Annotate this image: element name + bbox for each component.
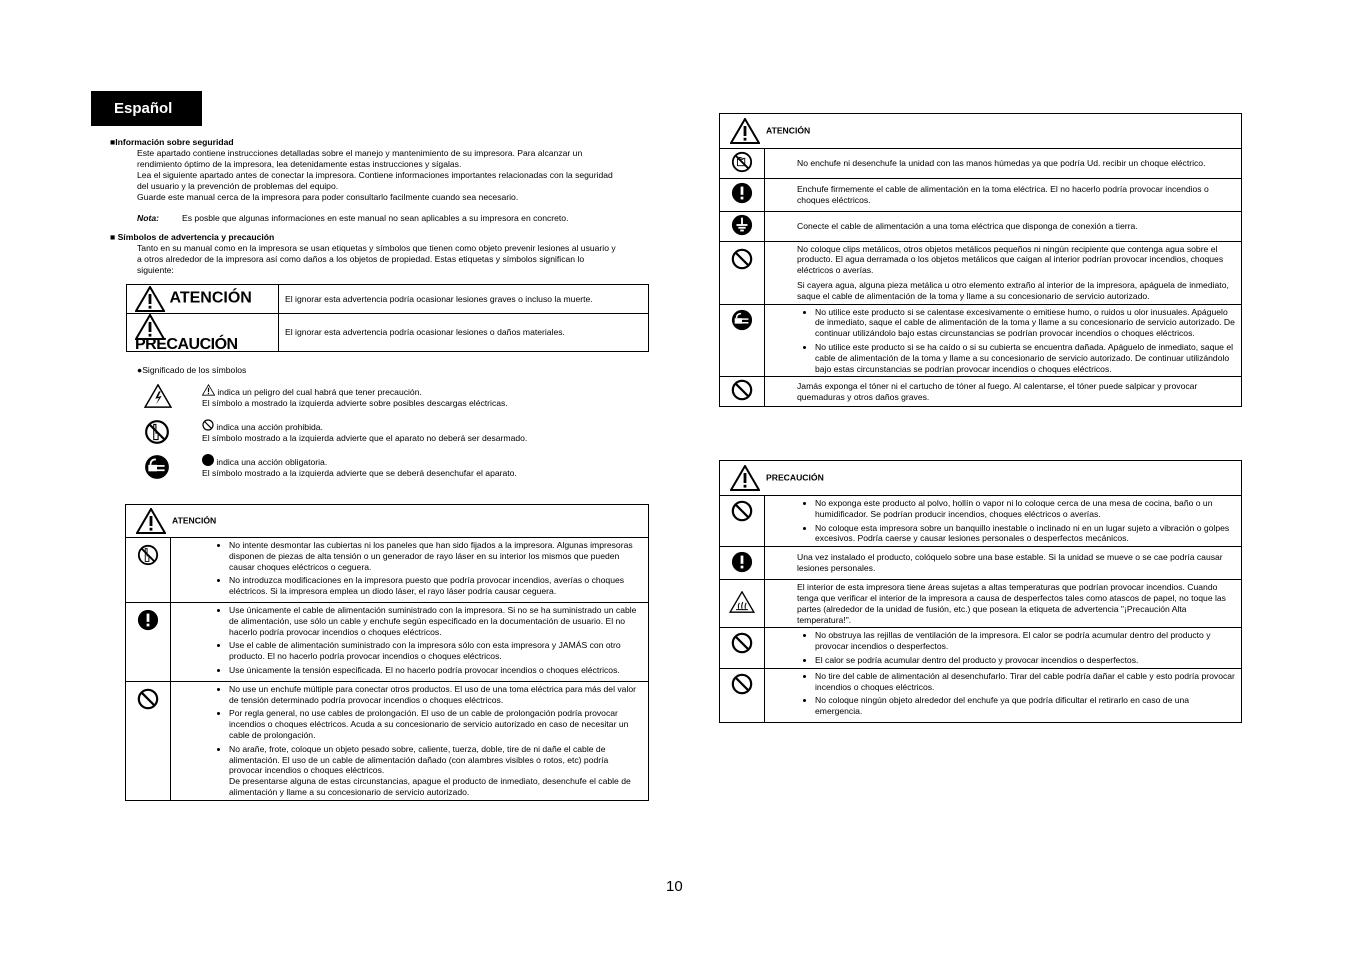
row-text <box>765 496 1242 547</box>
row-icon-cell <box>720 304 765 377</box>
bullet-list <box>797 630 1235 665</box>
safety-body <box>137 148 682 203</box>
no-wet-hands-icon <box>731 151 753 173</box>
bullet-list <box>797 307 1235 375</box>
list-item: • No utilice este producto si se calentase excesivamente o emitiese humo, o ruidos u olor inusuales. Apáguelo de inmediato, saque el cable de alimentación de la toma y llame a su concesionario de servicio autorizado. De continuar utilizándolo bajo estas circunstancias se podrían provocar incendios o choques eléctricos. <box>815 307 1235 339</box>
warning-icon <box>135 286 165 312</box>
warning-icon <box>730 118 760 144</box>
electric-shock-icon <box>144 384 172 408</box>
list-item: • No arañe, frote, coloque un objeto pesado sobre, caliente, tuerza, doble, tire de ni dañe el cable de alimentación. El uso de un cable de alimentación dañado (con alambres visibles o rotos, etc) podría provocar incendios o choques eléctricos. <box>229 744 642 776</box>
paragraph: Si cayera agua, alguna pieza metálica u otro elemento extraño al interior de la impresora, apáguela de inmediato, saque el cable de alimentación de la toma y llame a su concesionario de servicio autorizado. <box>797 279 1229 301</box>
language-badge: Español <box>91 91 202 126</box>
right-precaucion-header <box>720 461 1242 496</box>
legend-table <box>126 284 649 352</box>
list-item: • No introduzca modificaciones en la impresora puesto que podría provocar incendios, averías o choques eléctricos. Si la impresora emplea un diodo láser, el rayo láser podría causar ceguera. <box>229 575 642 597</box>
meaning-line: indica una acción obligatoria. <box>216 457 328 467</box>
paragraph: No coloque clips metálicos, otros objetos metálicos pequeños ni ningún recipiente que contenga agua sobre el producto. El agua derramada o los objetos metálicos que caigan al interior podrían provocar incendios, choques eléctricos o averías. <box>797 243 1224 276</box>
row-icon-cell <box>720 628 765 668</box>
row-text: El interior de esta impresora tiene áreas sujetas a altas temperaturas que podrían provocar incendios. Cuando tenga que verificar el interior de la impresora a causa de desperfectos tales como atascos de papel, no toque las partes (alrededor de la unidad de fusión, etc.) que posean la etiqueta de advertencia "¡Precaución Alta temperatura!". <box>765 580 1242 628</box>
mandatory-icon <box>731 551 753 573</box>
row-icon-cell <box>720 178 765 211</box>
row-text <box>171 602 649 681</box>
list-item: • Por regla general, no use cables de prolongación. El uso de un cable de prolongación podría provocar incendios o choques eléctricos. Acuda a su concesionario de servicio autorizado en caso de necesitar un cable de prolongación. <box>229 708 642 740</box>
symbols-title: ■ Símbolos de advertencia y precaución <box>110 232 275 242</box>
meaning-row <box>144 419 684 449</box>
list-item: • No tire del cable de alimentación al desenchufarlo. Tirar del cable podría dañar el cable y esto podría provocar incendios o choques eléctricos. <box>815 671 1235 693</box>
bullet-list <box>211 684 642 776</box>
prohibited-icon <box>731 248 753 270</box>
bullet-list <box>797 498 1235 544</box>
mandatory-dot-icon <box>202 454 214 466</box>
row-text <box>171 538 649 603</box>
safety-line: Este apartado contiene instrucciones detalladas sobre el manejo y mantenimiento de su impresora. Para alcanzar un <box>137 148 583 158</box>
row-text: No enchufe ni desenchufe la unidad con las manos húmedas ya que podría Ud. recibir un choque eléctrico. <box>765 149 1242 179</box>
list-item: • No coloque ningún objeto alrededor del enchufe ya que podría dificultar el retirarlo en caso de una emergencia. <box>815 695 1235 717</box>
legend-atencion-label: ATENCIÓN <box>169 289 252 307</box>
list-item: • No exponga este producto al polvo, hollín o vapor ni lo coloque cerca de una mesa de cocina, baño o un humidificador. Se podrían producir incendios, choques eléctricos o averías. <box>815 498 1235 520</box>
page-number: 10 <box>666 878 683 895</box>
row-text: Conecte el cable de alimentación a una toma eléctrica que disponga de conexión a tierra. <box>765 211 1242 241</box>
row-icon-cell <box>720 241 765 304</box>
row-icon-cell <box>720 149 765 179</box>
unplug-icon <box>144 454 170 480</box>
list-item: • No intente desmontar las cubiertas ni los paneles que han sido fijados a la impresora. Algunas impresoras disponen de piezas de alta tensión o un generador de rayo láser en su interior los mismos que pueden causar choques eléctricos o ceguera. <box>229 540 642 572</box>
row-text <box>765 628 1242 668</box>
safety-title: ■Información sobre seguridad <box>110 137 234 147</box>
no-disassemble-icon <box>144 419 170 445</box>
bullet-list <box>211 540 642 597</box>
row-icon-cell <box>126 681 171 800</box>
legend-atencion-cell <box>127 285 279 314</box>
meaning-text <box>202 384 682 409</box>
section-title: ATENCIÓN <box>172 515 217 526</box>
row-text: Enchufe firmemente el cable de alimentación en la toma eléctrica. El no hacerlo podría provocar incendios o choques eléctricos. <box>765 178 1242 211</box>
prohibited-icon <box>731 379 753 401</box>
list-item: • Use únicamente el cable de alimentación suministrado con la impresora. Si no se ha suministrado un cable de alimentación, use sólo un cable y enchufe según especificado en la documentación de usuario. El no hacerlo podría provocar incendios o choques eléctricos. <box>229 605 642 637</box>
meaning-text <box>202 454 682 479</box>
legend-precaucion-cell <box>127 314 279 352</box>
row-icon-cell <box>720 377 765 407</box>
row-extra-text: De presentarse alguna de estas circunstancias, apague el producto de inmediato, desenchufe el cable de alimentación y llame a su concesionario de servicio autorizado. <box>229 776 631 797</box>
row-text <box>765 304 1242 377</box>
safety-line: Lea el siguiente apartado antes de conectar la impresora. Contiene informaciones importantes relacionadas con la seguridad <box>137 170 613 180</box>
row-text: Una vez instalado el producto, colóquelo sobre una base estable. Si la unidad se mueve o se cae podría causar lesiones personales. <box>765 547 1242 580</box>
prohibited-icon <box>137 688 159 710</box>
prohibited-icon <box>731 632 753 654</box>
warning-icon <box>202 384 215 396</box>
right-atencion-table <box>719 113 1242 407</box>
list-item: • No obstruya las rejillas de ventilación de la impresora. El calor se podría acumular dentro del producto y provocar incendios o desperfectos. <box>815 630 1235 652</box>
list-item: • No utilice este producto si se ha caído o si su cubierta se encuentra dañada. Apáguelo de inmediato, saque el cable de alimentación de la toma y llame a su concesionario de servicio autorizado. De continuar utilizándolo bajo estas circunstancias se podrían provocar incendios o choques eléctricos. <box>815 342 1235 374</box>
safety-line: del usuario y la prevención de problemas del equipo. <box>137 181 339 191</box>
section-title: PRECAUCIÓN <box>766 472 824 483</box>
hot-surface-icon <box>729 591 755 613</box>
row-icon-cell <box>720 668 765 722</box>
bullet-list <box>211 605 642 676</box>
warning-icon <box>730 465 760 491</box>
right-atencion-header <box>720 114 1242 149</box>
safety-line: Guarde este manual cerca de la impresora para poder consultarlo facilmente cuando sea necesario. <box>137 192 519 202</box>
prohibited-icon <box>731 500 753 522</box>
left-atencion-table <box>125 504 649 801</box>
list-item: • El calor se podría acumular dentro del producto y provocar incendios o desperfectos. <box>815 655 1235 666</box>
meaning-text <box>202 419 682 444</box>
meaning-title: ●Significado de los símbolos <box>137 365 247 375</box>
section-title: ATENCIÓN <box>766 125 811 136</box>
right-precaucion-table <box>719 460 1242 723</box>
mandatory-icon <box>731 182 753 204</box>
symbols-body <box>137 243 682 276</box>
row-icon-cell <box>720 496 765 547</box>
meaning-line: El símbolo mostrado a la izquierda advierte que el aparato no deberá ser desarmado. <box>202 433 528 443</box>
unplug-icon <box>731 309 753 331</box>
prohibited-icon <box>731 673 753 695</box>
legend-atencion-text: El ignorar esta advertencia podría ocasionar lesiones graves o incluso la muerte. <box>279 285 649 314</box>
note-text: Es posble que algunas informaciones en este manual no sean aplicables a su impresora en concreto. <box>182 213 569 223</box>
list-item: • Use únicamente la tensión especificada. El no hacerlo podría provocar incendios o choques eléctricos. <box>229 665 642 676</box>
row-text: Jamás exponga el tóner ni el cartucho de tóner al fuego. Al calentarse, el tóner puede salpicar y provocar quemaduras y otros daños graves. <box>765 377 1242 407</box>
meaning-line: El símbolo a mostrado la izquierda advierte sobre posibles descargas eléctricas. <box>202 398 508 408</box>
safety-line: rendimiento óptimo de la impresora, lea detenidamente estas instrucciones y sígalas. <box>137 159 462 169</box>
meaning-line: indica un peligro del cual habrá que tener precaución. <box>217 387 422 397</box>
meaning-line: El símbolo mostrado a la izquierda advierte que se deberá desenchufar el aparato. <box>202 468 517 478</box>
no-disassemble-icon <box>137 544 159 566</box>
legend-precaucion-text: El ignorar esta advertencia podría ocasionar lesiones o daños materiales. <box>279 314 649 352</box>
row-icon-cell <box>126 538 171 603</box>
bullet-list <box>797 671 1235 717</box>
meaning-row <box>144 454 684 484</box>
row-icon-cell <box>720 211 765 241</box>
prohibited-icon <box>202 419 214 431</box>
legend-precaucion-label: PRECAUCIÓN <box>135 336 238 353</box>
list-item: • Use el cable de alimentación suministrado con la impresora sólo con esta impresora y JAMÁS con otro producto. El no hacerlo podría provocar incendios o choques eléctricos. <box>229 640 642 662</box>
list-item: • No use un enchufe múltiple para conectar otros productos. El uso de una toma eléctrica para más del valor de tensión determinado podría provocar incendios o choques eléctricos. <box>229 684 642 706</box>
row-text <box>765 241 1242 304</box>
symbols-line: Tanto en su manual como en la impresora se usan etiquetas y símbolos que tienen como objeto prevenir lesiones al usuario y <box>137 243 616 253</box>
mandatory-icon <box>137 609 159 631</box>
left-atencion-header <box>126 505 649 538</box>
note-label: Nota: <box>137 213 159 223</box>
list-item: • No coloque esta impresora sobre un banquillo inestable o inclinado ni en un lugar sujeto a vibración o golpes excesivos. Podría caerse y causar lesiones personales o desperfectos mecánicos. <box>815 523 1235 545</box>
ground-icon <box>731 214 753 236</box>
symbols-line: a otros alrededor de la impresora así como daños a los objetos de propiedad. Estas etiquetas y símbolos significan lo <box>137 254 585 264</box>
row-text <box>765 668 1242 722</box>
warning-icon <box>136 508 166 534</box>
row-icon-cell <box>126 602 171 681</box>
symbols-line: siguiente: <box>137 265 174 275</box>
row-text <box>171 681 649 800</box>
row-icon-cell <box>720 547 765 580</box>
meaning-row <box>144 384 684 414</box>
row-icon-cell <box>720 580 765 628</box>
meaning-line: indica una acción prohibida. <box>216 422 323 432</box>
